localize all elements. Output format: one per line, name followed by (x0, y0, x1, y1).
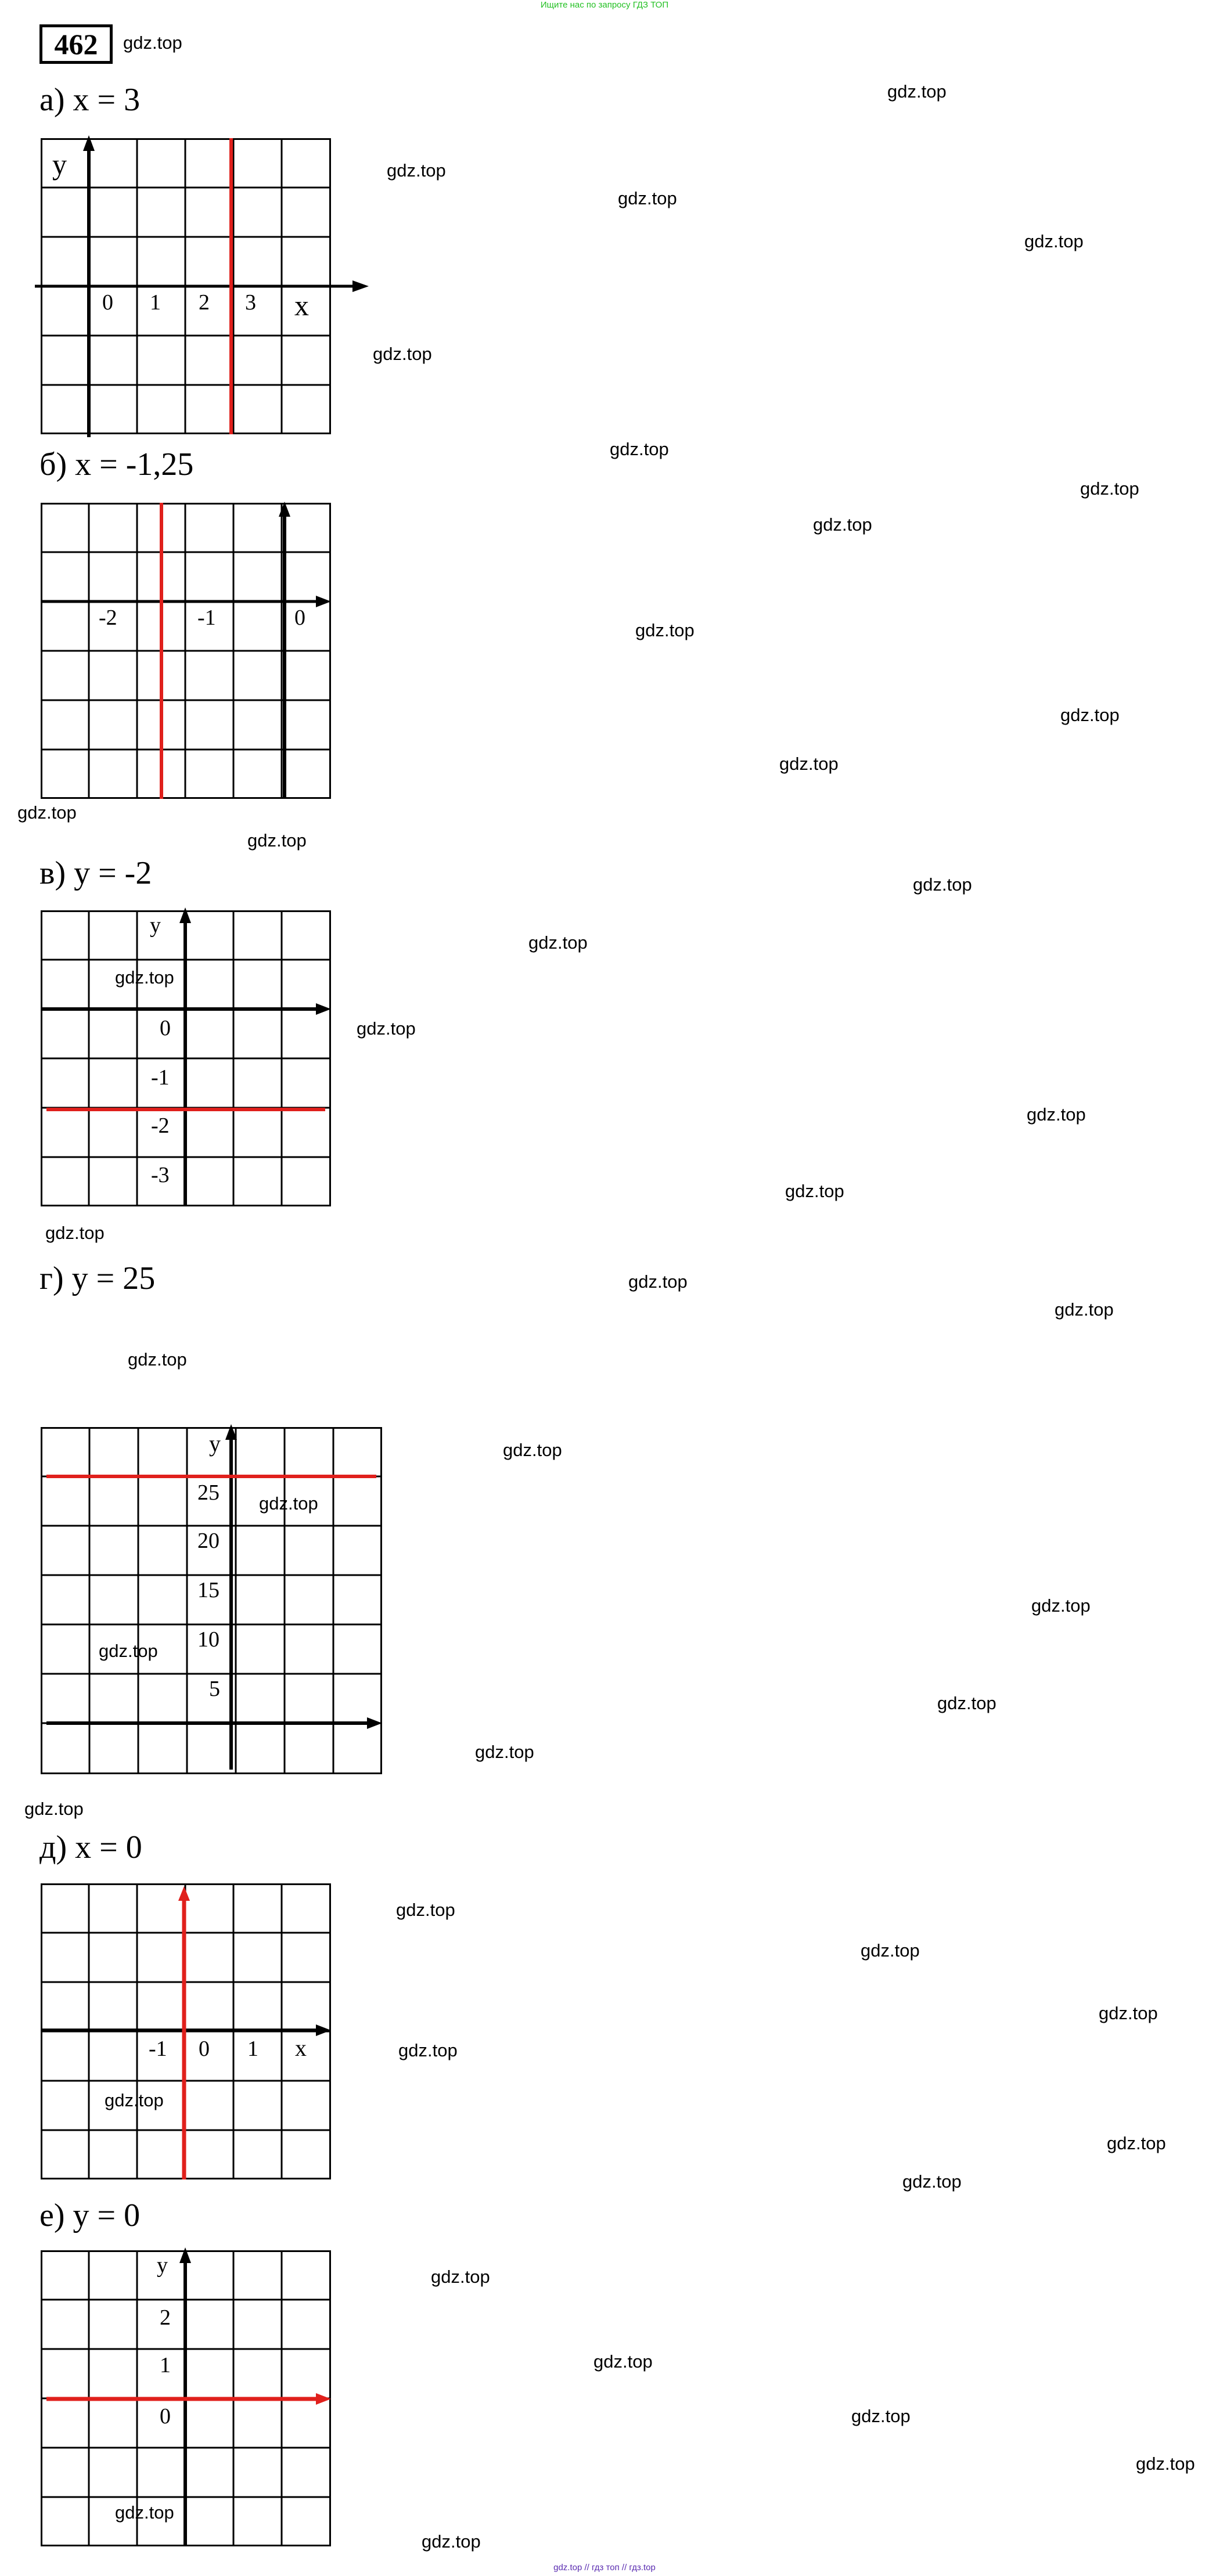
watermark: gdz.top (1055, 1299, 1114, 1320)
tick-2: 2 (160, 2305, 171, 2330)
watermark: gdz.top (373, 344, 432, 364)
watermark: gdz.top (431, 2267, 490, 2287)
watermark: gdz.top (779, 754, 839, 774)
x-axis-label: x (295, 2035, 307, 2061)
watermark: gdz.top (861, 1940, 920, 1961)
tick-minus-3: -3 (151, 1163, 170, 1187)
tick-1: 1 (150, 290, 161, 315)
tick-minus-1: -1 (197, 606, 216, 630)
y-axis-arrow-icon (83, 135, 95, 151)
tick-1: 1 (247, 2037, 258, 2061)
graph-d (41, 1883, 331, 2179)
x-axis-arrow-icon (352, 280, 369, 292)
watermark: gdz.top (1080, 478, 1139, 499)
tick-minus-1: -1 (149, 2037, 167, 2061)
y-axis-label: y (52, 148, 67, 181)
problem-v-label: в) y = -2 (39, 855, 152, 891)
watermark: gdz.top (635, 620, 695, 640)
watermark: gdz.top (1024, 231, 1084, 251)
tick-minus-1: -1 (151, 1065, 170, 1090)
tick-5: 5 (209, 1677, 220, 1701)
watermark: gdz.top (398, 2040, 458, 2060)
tick-minus-2: -2 (99, 606, 117, 630)
watermark: gdz.top (422, 2531, 481, 2552)
watermark: gdz.top (785, 1181, 844, 1201)
watermark: gdz.top (528, 932, 588, 953)
tick-minus-2: -2 (151, 1114, 170, 1138)
watermark: gdz.top (99, 1641, 158, 1661)
tick-0: 0 (199, 2037, 210, 2061)
y-axis-label: y (209, 1431, 221, 1457)
problem-number: 462 (39, 24, 113, 64)
y-axis-arrow-icon (179, 2247, 191, 2263)
x-axis-arrow-icon (367, 1717, 382, 1729)
watermark: gdz.top (593, 2351, 653, 2372)
tick-0: 0 (294, 606, 305, 630)
y-axis-label: y (150, 913, 161, 938)
y-axis-label: y (157, 2253, 168, 2278)
watermark: gdz.top (618, 188, 677, 208)
tick-25: 25 (197, 1480, 220, 1505)
tick-2: 2 (199, 290, 210, 315)
problem-e-label: е) y = 0 (39, 2197, 141, 2233)
watermark: gdz.top (24, 1799, 84, 1819)
tick-15: 15 (197, 1578, 220, 1602)
tick-0: 0 (102, 290, 113, 315)
grid-b (41, 503, 331, 799)
problem-g-label: г) y = 25 (39, 1260, 156, 1296)
watermark: gdz.top (115, 2502, 174, 2523)
watermark: gdz.top (1060, 705, 1120, 725)
x-axis-arrow-icon (316, 2024, 331, 2036)
graph-g (41, 1427, 382, 1774)
search-banner: Ищите нас по запросу ГДЗ ТОП (540, 0, 669, 10)
watermark: gdz.top (128, 1349, 187, 1370)
problem-d-label: д) x = 0 (39, 1829, 142, 1865)
x-axis-label: x (294, 289, 309, 322)
y-axis-arrow-icon (179, 907, 191, 923)
watermark: gdz.top (610, 439, 669, 459)
tick-1: 1 (160, 2353, 171, 2377)
watermark: gdz.top (1031, 1595, 1091, 1616)
tick-10: 10 (197, 1627, 220, 1652)
watermark: gdz.top (913, 874, 972, 895)
x-axis-arrow-icon (316, 1003, 331, 1015)
watermark: gdz.top (247, 830, 307, 851)
watermark: gdz.top (1027, 1104, 1086, 1125)
watermark: gdz.top (628, 1271, 688, 1292)
tick-3: 3 (245, 290, 256, 315)
watermark: gdz.top (503, 1440, 562, 1460)
watermark: gdz.top (813, 514, 872, 535)
graph-b (41, 503, 331, 799)
tick-20: 20 (197, 1529, 220, 1553)
watermark: gdz.top (1136, 2453, 1195, 2474)
watermark: gdz.top (902, 2171, 962, 2192)
watermark: gdz.top (475, 1742, 534, 1762)
graph-e (41, 2250, 331, 2546)
watermark: gdz.top (259, 1493, 318, 1514)
watermark: gdz.top (1099, 2003, 1158, 2023)
problem-a-label: а) x = 3 (39, 82, 141, 118)
tick-0: 0 (160, 2404, 171, 2429)
x-axis-arrow-icon (316, 596, 331, 607)
answer-arrow-icon (178, 1886, 190, 1901)
answer-arrow-icon (316, 2393, 331, 2405)
watermark: gdz.top (45, 1223, 105, 1243)
watermark: gdz.top (357, 1018, 416, 1039)
watermark: gdz.top (387, 160, 446, 181)
watermark: gdz.top (17, 802, 77, 823)
tick-0: 0 (160, 1016, 171, 1040)
watermark: gdz.top (887, 81, 947, 102)
watermark: gdz.top (105, 2090, 164, 2110)
graph-v (41, 910, 331, 1206)
graph-a (41, 138, 331, 434)
watermark: gdz.top (1107, 2133, 1166, 2153)
watermark: gdz.top (937, 1693, 996, 1713)
problem-b-label: б) x = -1,25 (39, 446, 194, 482)
watermark: gdz.top (851, 2406, 911, 2426)
watermark: gdz.top (396, 1900, 455, 1920)
footer-links[interactable]: gdz.top // гдз топ // гдз.top (553, 2563, 656, 2573)
site-name: gdz.top (123, 33, 182, 53)
watermark: gdz.top (115, 967, 174, 988)
